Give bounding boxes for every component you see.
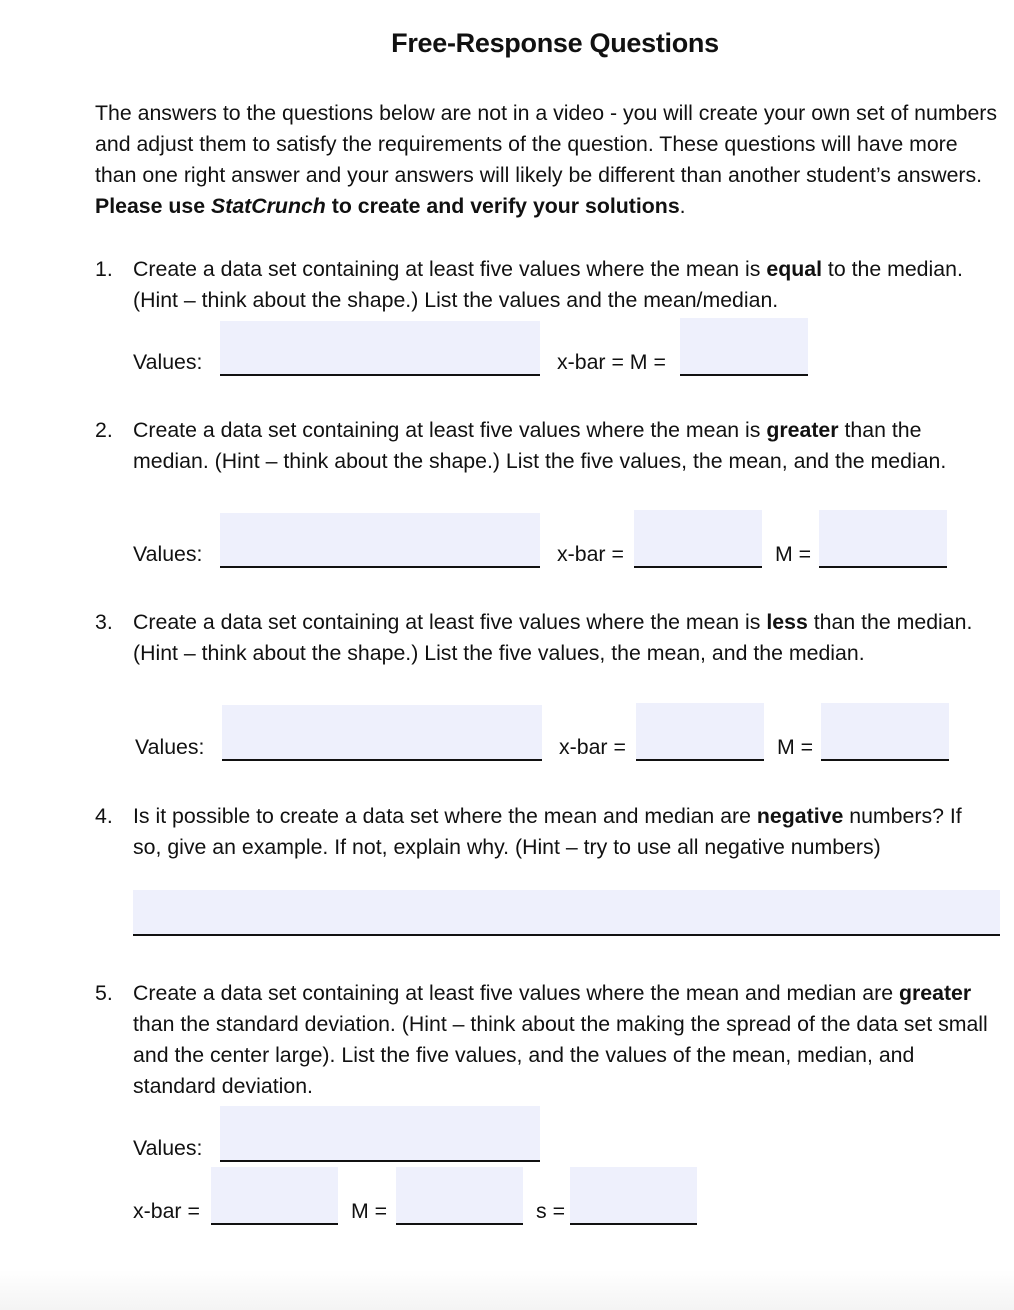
emphasis: negative [756, 804, 844, 828]
q1-mean-median-field[interactable] [680, 318, 808, 376]
intro-paragraph [95, 98, 1000, 222]
q3-median-field[interactable] [821, 703, 949, 761]
q1-values-field[interactable] [220, 321, 540, 376]
statcrunch-name: StatCrunch [211, 194, 326, 218]
values-label: Values: [133, 1136, 203, 1160]
xbar-label: x-bar = [559, 735, 626, 759]
q4-answer-field[interactable] [133, 890, 1000, 936]
q5-std-dev-field[interactable] [570, 1167, 697, 1225]
question-text: Is it possible to create a data set where the mean and median are negative numbers? If so, give an example. If not, explain why. (Hint – try to use all negative numbers) [133, 804, 962, 859]
question-text: Create a data set containing at least five values where the mean is less than the median. (Hint – think about the shape.) List the five values, the mean, and the median. [133, 610, 973, 665]
question-number: 5. [95, 981, 113, 1005]
question-text: Create a data set containing at least five values where the mean is equal to the median. (Hint – think about the shape.) List the values and the mean/median. [133, 257, 963, 312]
emphasis: equal [766, 257, 822, 281]
median-label: M = [777, 735, 814, 759]
q3-values-field[interactable] [222, 705, 542, 761]
std-dev-label: s = [536, 1199, 566, 1223]
values-label: Values: [135, 735, 205, 759]
page-bottom-edge [0, 1270, 1014, 1310]
question-2 [95, 415, 1000, 477]
emphasis: greater [766, 418, 839, 442]
question-5 [95, 978, 1000, 1102]
median-label: M = [775, 542, 812, 566]
emphasis: less [766, 610, 808, 634]
intro-bold-text-end: to create and verify your solutions [325, 194, 680, 218]
intro-text: The answers to the questions below are not in a video - you will create your own set of numbers and adjust them to satisfy the requirements of the question. These questions will have more than one right answer and your answers will likely be different than another student’s answers. [95, 101, 998, 187]
emphasis: greater [898, 981, 972, 1005]
q2-median-field[interactable] [819, 510, 947, 568]
question-number: 4. [95, 804, 113, 828]
q2-mean-field[interactable] [634, 510, 762, 568]
question-text: Create a data set containing at least five values where the mean and median are greater than the standard deviation. (Hint – think about the making the spread of the data set small and the center large). List the five values, and the values of the mean, median, and standard deviation. [133, 981, 988, 1098]
question-number: 2. [95, 418, 113, 442]
q2-values-field[interactable] [220, 513, 540, 568]
page-title: Free-Response Questions [391, 28, 719, 58]
median-label: M = [351, 1199, 388, 1223]
xbar-label: x-bar = [557, 542, 624, 566]
values-label: Values: [133, 350, 203, 374]
q5-values-field[interactable] [220, 1106, 540, 1162]
q5-median-field[interactable] [396, 1167, 523, 1225]
xbar-m-label: x-bar = M = [557, 350, 666, 374]
intro-bold-text: Please use [95, 194, 212, 218]
values-label: Values: [133, 542, 203, 566]
q5-mean-field[interactable] [211, 1167, 338, 1225]
question-3 [95, 607, 1000, 669]
xbar-label: x-bar = [133, 1199, 200, 1223]
question-text: Create a data set containing at least five values where the mean is greater than the median. (Hint – think about the shape.) List the five values, the mean, and the median. [133, 418, 947, 473]
q3-mean-field[interactable] [636, 703, 764, 761]
question-4 [95, 801, 1000, 863]
question-1 [95, 254, 1000, 316]
question-number: 1. [95, 257, 113, 281]
question-number: 3. [95, 610, 113, 634]
intro-period: . [679, 194, 686, 218]
